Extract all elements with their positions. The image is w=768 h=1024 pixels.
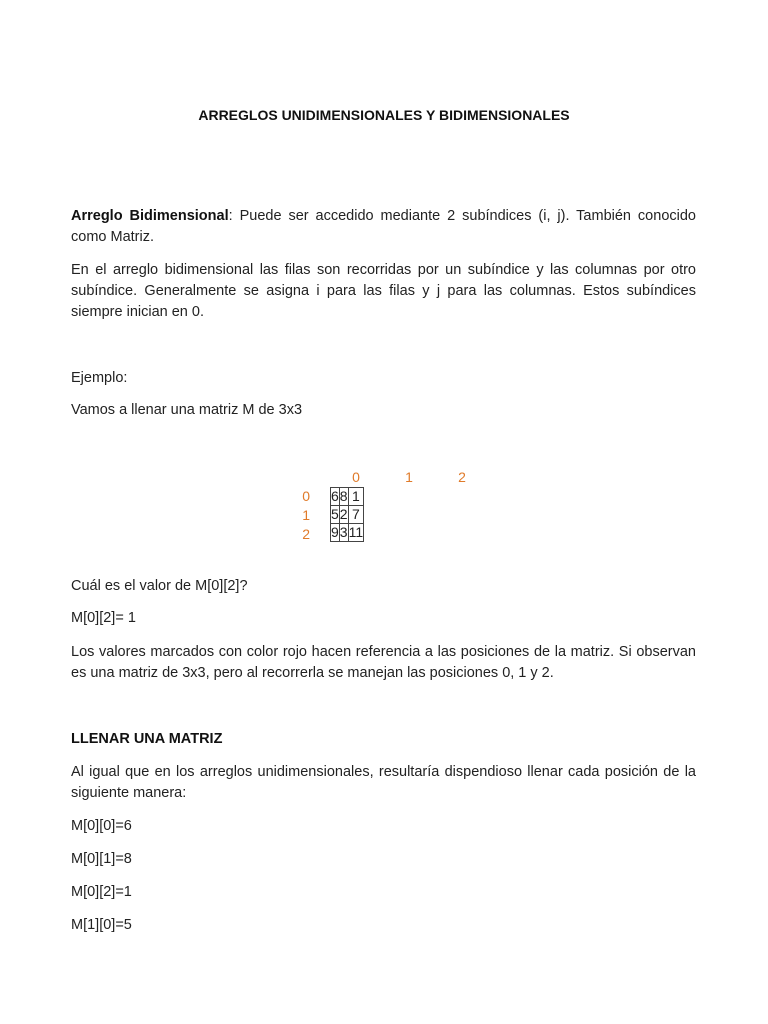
example-text: Vamos a llenar una matriz M de 3x3 bbox=[71, 402, 303, 418]
matrix-cell: 2 bbox=[339, 506, 348, 522]
row-index: 0 bbox=[302, 488, 310, 504]
matrix-row bbox=[331, 488, 364, 506]
assignment-line: M[0][1]=8 bbox=[71, 851, 132, 867]
matrix-cell: 5 bbox=[331, 506, 339, 522]
matrix-cell: 9 bbox=[331, 524, 339, 540]
matrix-cell: 7 bbox=[348, 506, 364, 524]
matrix-row bbox=[331, 506, 364, 524]
column-index: 2 bbox=[458, 469, 466, 485]
subindex-paragraph: En el arreglo bidimensional las filas son recorridas por un subíndice y las columnas por otro subíndice. Generalmente se asigna i para las filas y j para las columnas. Estos subíndices siempre inician en 0. bbox=[71, 262, 696, 320]
matrix-row bbox=[331, 524, 364, 542]
matrix-cell: 11 bbox=[348, 524, 364, 540]
definition-paragraph bbox=[71, 206, 696, 248]
question-text: Cuál es el valor de M[0][2]? bbox=[71, 578, 248, 594]
matrix-table bbox=[330, 487, 364, 542]
column-index: 1 bbox=[405, 469, 413, 485]
assignment-line: M[0][0]=6 bbox=[71, 818, 132, 834]
row-index: 1 bbox=[302, 507, 310, 523]
explanation-paragraph: Los valores marcados con color rojo hacen referencia a las posiciones de la matriz. Si observan es una matriz de 3x3, pero al recorrerla se manejan las posiciones 0, 1 y 2. bbox=[71, 644, 696, 681]
matrix-cell: 6 bbox=[331, 488, 339, 504]
document-title: ARREGLOS UNIDIMENSIONALES Y BIDIMENSIONALES bbox=[198, 107, 570, 123]
matrix-cell: 3 bbox=[339, 524, 348, 540]
section-heading: LLENAR UNA MATRIZ bbox=[71, 731, 223, 747]
column-index: 0 bbox=[352, 469, 360, 485]
matrix-cell: 8 bbox=[339, 488, 348, 504]
assignment-line: M[1][0]=5 bbox=[71, 917, 132, 933]
definition-term: Arreglo Bidimensional bbox=[71, 208, 229, 224]
assignment-line: M[0][2]=1 bbox=[71, 884, 132, 900]
answer-text: M[0][2]= 1 bbox=[71, 610, 136, 626]
example-label: Ejemplo: bbox=[71, 370, 128, 386]
matrix-cell: 1 bbox=[348, 488, 364, 506]
section-paragraph: Al igual que en los arreglos unidimensionales, resultaría dispendioso llenar cada posición de la siguiente manera: bbox=[71, 764, 696, 801]
definition-text: : Puede ser accedido mediante 2 subíndices (i, j). También conocido como Matriz. bbox=[71, 208, 696, 245]
row-index: 2 bbox=[302, 526, 310, 542]
